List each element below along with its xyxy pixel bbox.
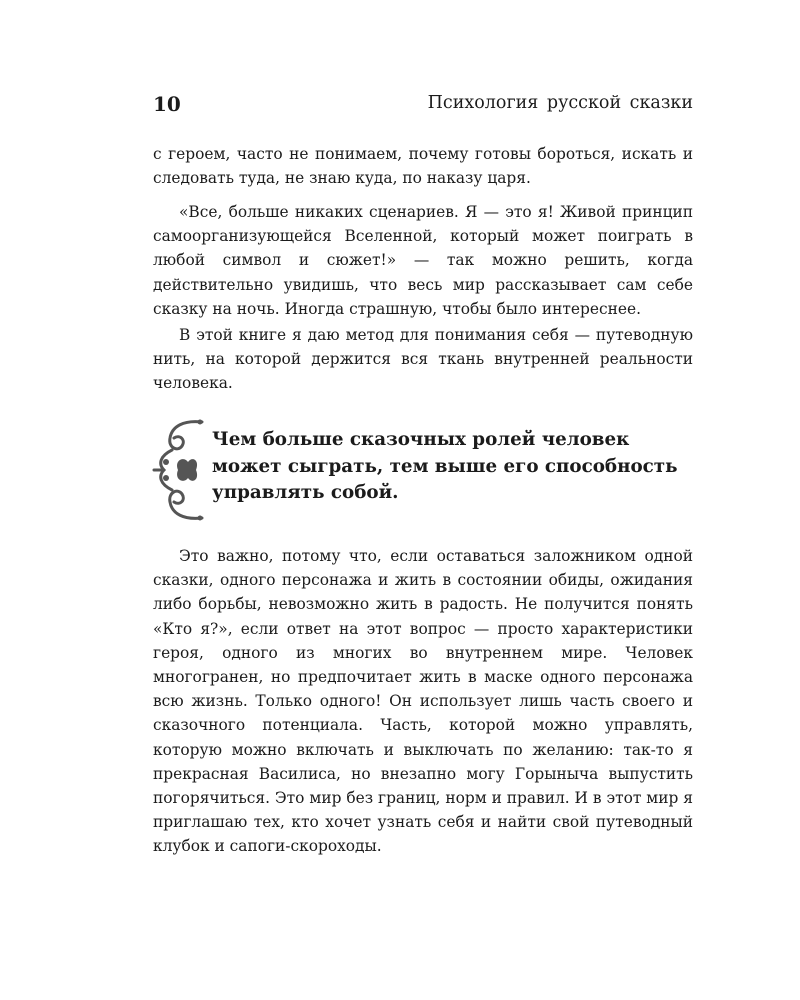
floral-ornament-icon xyxy=(150,416,208,524)
paragraph-method: В этой книге я даю метод для понимания себя — путеводную нить, на которой держится вся ткань внутренней реальности человека. xyxy=(153,326,693,393)
page-number: 10 xyxy=(153,92,181,116)
paragraph-main: Это важно, потому что, если оставаться заложником одной сказки, одного персонажа и жить в состоянии обиды, ожидания либо борьбы, невозможно жить в радость. Не получится понять «Кто я?», если ответ на этот вопрос — просто характеристики героя, одного из многих во внутреннем мире. Человек многогранен, но предпочитает жить в маске одного персонажа всю жизнь. Только одного! Он использует лишь часть своего и сказочного потенциала. Часть, которой можно управлять, которую можно включать и выключать по желанию: так-то я прекрасная Василиса, но внезапно могу Горыныча выпустить погорячиться. Это мир без границ, норм и правил. И в этот мир я приглашаю тех, кто хочет узнать себя и найти свой путеводный клубок и сапоги-скороходы. xyxy=(153,547,693,856)
page-header xyxy=(153,92,693,118)
callout-text: Чем больше сказочных ролей человек может сыграть, тем выше его способность управлять собой. xyxy=(212,429,678,503)
callout-quote xyxy=(150,416,695,524)
paragraph-continuation: с героем, часто не понимаем, почему готовы бороться, искать и следовать туда, не знаю куда, по наказу царя. xyxy=(153,145,693,188)
paragraph-quote: «Все, больше никаких сценариев. Я — это я! Живой принцип самоорганизующейся Вселенной, который может поиграть в любой символ и сюжет!» — так можно решить, когда действительно увидишь, что весь мир рассказывает сам себе сказку на ночь. Иногда страшную, чтобы было интереснее. xyxy=(153,203,693,318)
running-title: Психология русской сказки xyxy=(427,93,693,113)
